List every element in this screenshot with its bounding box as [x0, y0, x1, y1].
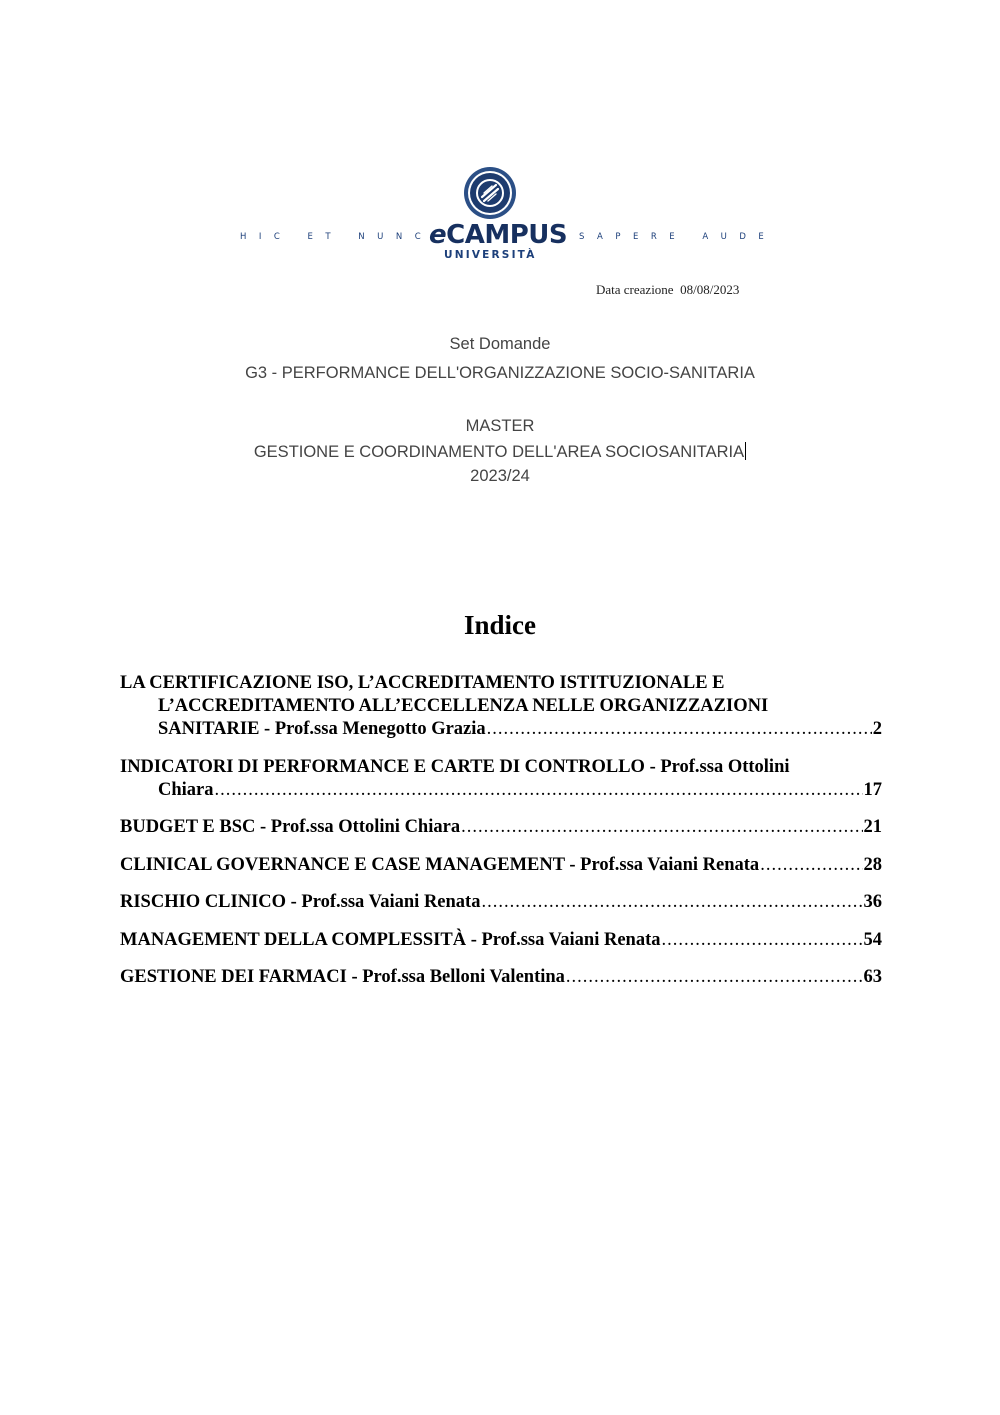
- academic-year: 2023/24: [470, 467, 530, 485]
- toc-entry-line: [120, 756, 882, 779]
- toc-page-number: 21: [863, 817, 882, 837]
- toc-entry-line: [120, 891, 882, 914]
- toc-entry-text: BUDGET E BSC - Prof.ssa Ottolini Chiara: [120, 817, 461, 837]
- index-title: Indice: [463, 610, 536, 640]
- toc-entry-text: RISCHIO CLINICO - Prof.ssa Vaiani Renata: [120, 892, 481, 912]
- toc-dot-leader: [487, 718, 872, 741]
- toc-entry-text: CLINICAL GOVERNANCE E CASE MANAGEMENT - Prof.ssa Vaiani Renata: [120, 854, 760, 875]
- master-label: MASTER: [465, 417, 535, 435]
- toc-entry-text: L’ACCREDITAMENTO ALL’ECCELLENZA NELLE ORGANIZZAZIONI: [158, 696, 769, 716]
- toc-page-number: 36: [863, 892, 882, 912]
- course-title: G3 - PERFORMANCE DELL'ORGANIZZAZIONE SOCIO-SANITARIA: [245, 364, 755, 382]
- toc-dot-leader: [662, 929, 863, 952]
- university-seal-icon: [463, 166, 517, 220]
- toc-page-number: 28: [863, 854, 882, 875]
- toc-dot-leader: [215, 779, 863, 802]
- toc-entry-line: [120, 854, 882, 877]
- toc-page-number: 63: [863, 967, 882, 987]
- toc-entry[interactable]: [120, 891, 882, 914]
- toc-entry-line: [120, 718, 882, 741]
- toc-entry-text: INDICATORI DI PERFORMANCE E CARTE DI CONTROLLO - Prof.ssa Ottolini: [120, 756, 790, 777]
- toc-dot-leader: [481, 891, 862, 914]
- toc-entry-line: [120, 966, 882, 989]
- creation-date: [596, 282, 739, 298]
- toc-page-number: 54: [863, 929, 882, 950]
- set-label: Set Domande: [449, 335, 551, 353]
- table-of-contents: [120, 672, 882, 1004]
- toc-dot-leader: [566, 966, 863, 989]
- motto-right: SAPERE AUDE: [579, 232, 777, 242]
- toc-page-number: 17: [863, 779, 882, 800]
- toc-entry-line: [120, 816, 882, 839]
- toc-entry-line: [120, 779, 882, 802]
- toc-entry-text: Chiara: [158, 779, 214, 800]
- university-logo: [0, 160, 1000, 270]
- toc-dot-leader: [760, 854, 862, 877]
- toc-entry[interactable]: [120, 854, 882, 877]
- toc-entry-line: [120, 672, 882, 695]
- motto-left: HIC ET NUNC: [240, 232, 434, 242]
- creation-date-label: Data creazione: [596, 282, 674, 297]
- toc-entry[interactable]: [120, 672, 882, 741]
- program-text: GESTIONE E COORDINAMENTO DELL'AREA SOCIOSANITARIA: [253, 443, 745, 461]
- toc-entry[interactable]: [120, 756, 882, 802]
- creation-date-value: 08/08/2023: [680, 282, 740, 297]
- toc-entry-text: GESTIONE DEI FARMACI - Prof.ssa Belloni Valentina: [120, 967, 565, 987]
- brand-main: CAMPUS: [446, 220, 568, 250]
- brand-prefix: e: [429, 220, 447, 250]
- toc-entry-text: LA CERTIFICAZIONE ISO, L’ACCREDITAMENTO ISTITUZIONALE E: [120, 673, 725, 693]
- brand-wordmark: [429, 220, 567, 250]
- toc-entry-line: [120, 695, 882, 718]
- toc-entry-line: [120, 929, 882, 952]
- toc-page-number: 2: [872, 719, 882, 739]
- toc-entry[interactable]: [120, 966, 882, 989]
- toc-entry[interactable]: [120, 929, 882, 952]
- toc-entry-text: MANAGEMENT DELLA COMPLESSITÀ - Prof.ssa Vaiani Renata: [120, 929, 661, 950]
- toc-entry[interactable]: [120, 816, 882, 839]
- brand-sub: UNIVERSITÀ: [444, 249, 537, 261]
- text-cursor: [745, 442, 746, 460]
- program-title: [0, 442, 1000, 462]
- toc-dot-leader: [461, 816, 862, 839]
- toc-entry-text: SANITARIE - Prof.ssa Menegotto Grazia: [158, 719, 486, 739]
